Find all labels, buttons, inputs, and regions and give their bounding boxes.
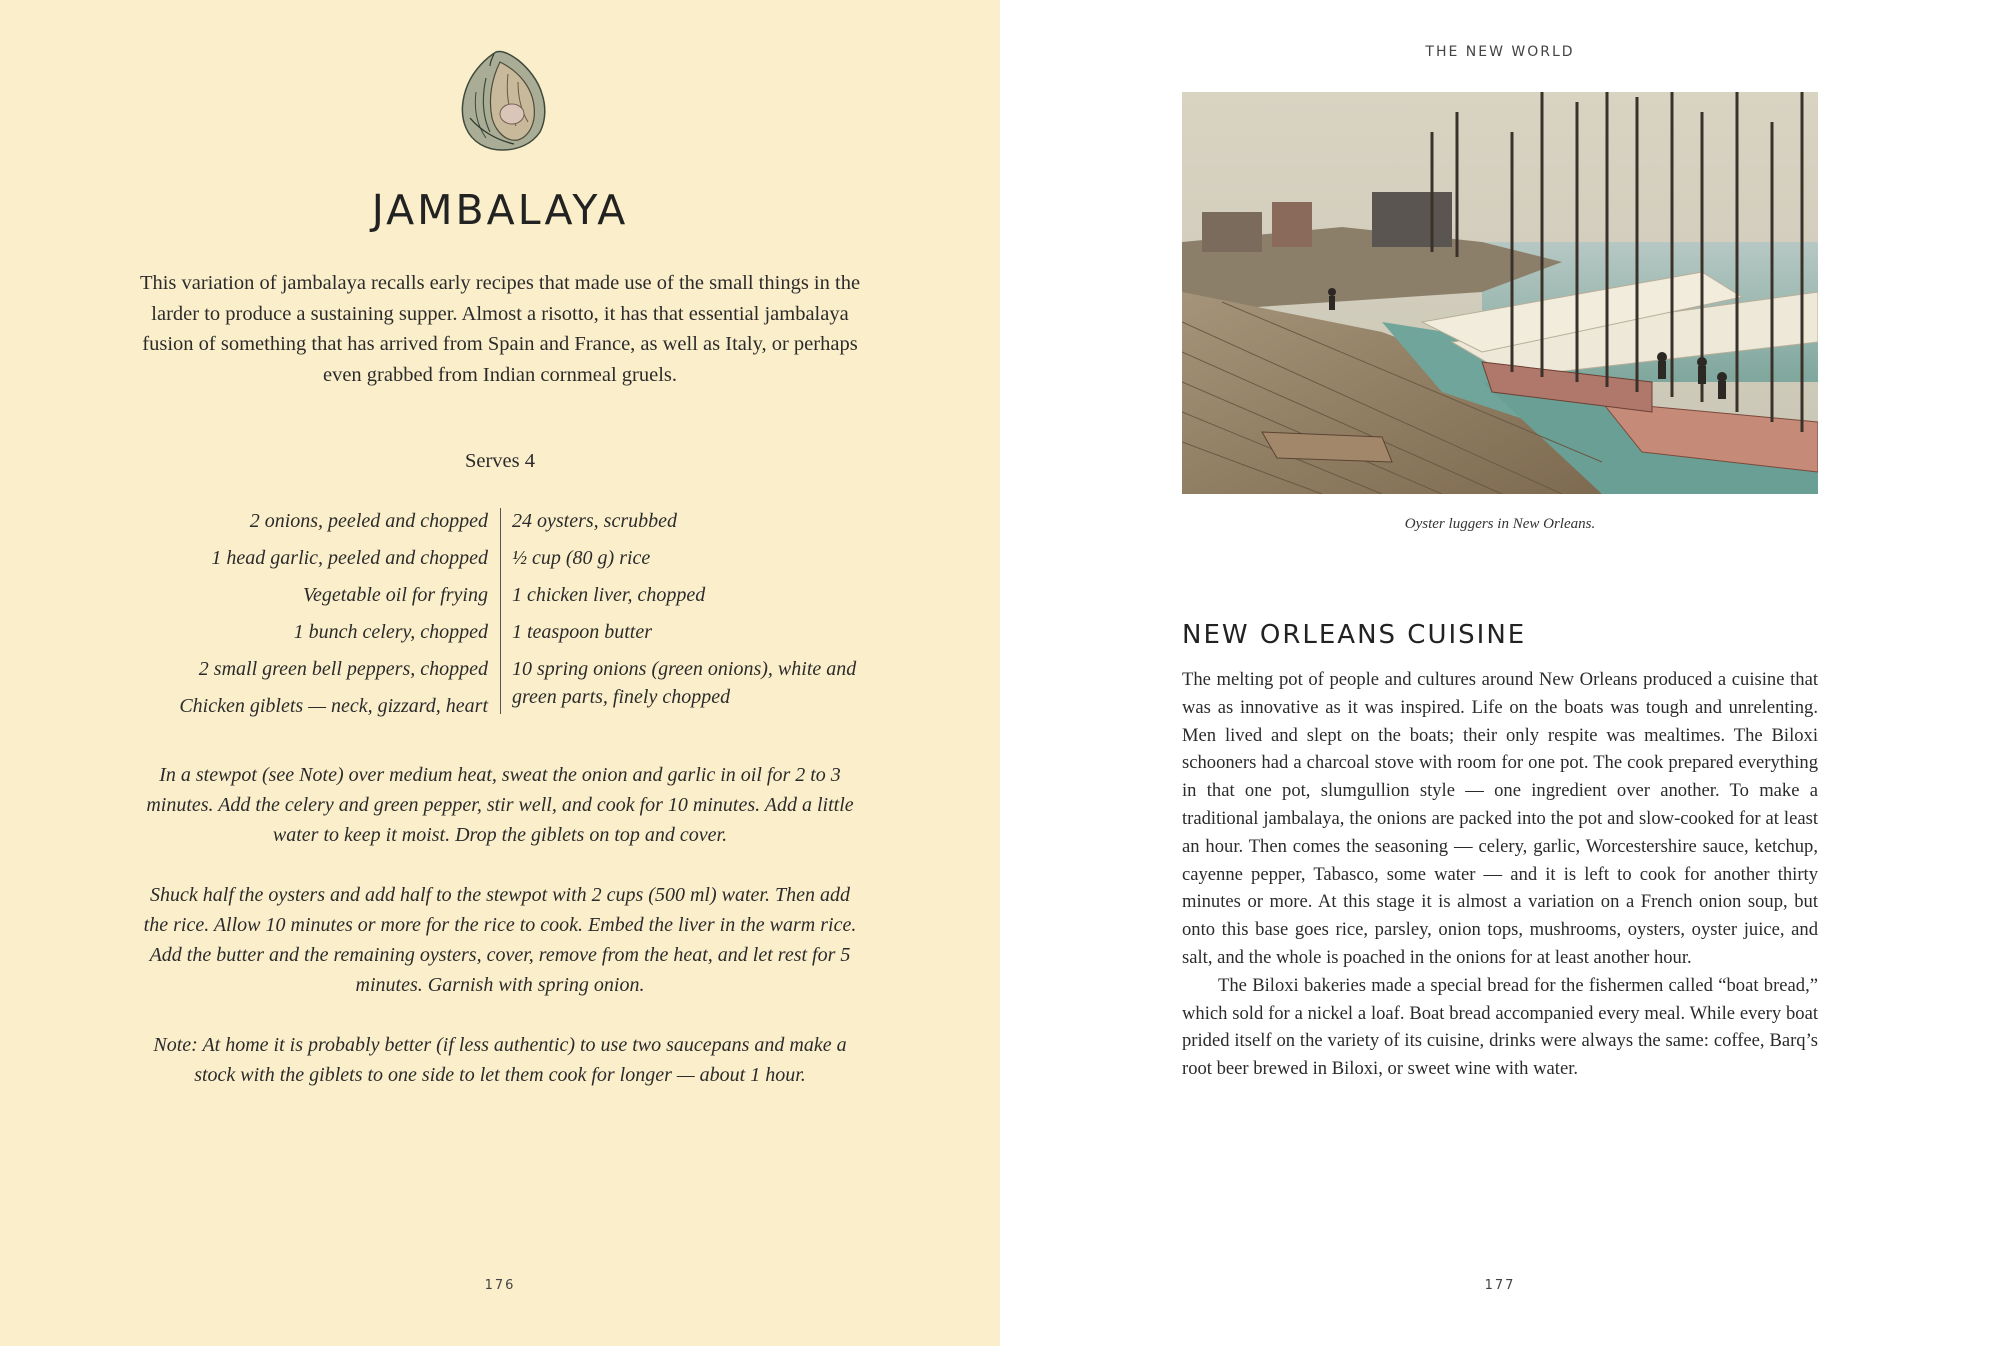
ingredient-item: 1 chicken liver, chopped <box>512 584 706 606</box>
essay-paragraph: The Biloxi bakeries made a special bread for the fishermen called “boat bread,” which sold for a nickel a loaf. Boat bread accompanied every meal. While every boat prided itself on the variety of its cuisine, drinks were always the same: coffee, Barq’s root beer brewed in Biloxi, or sweet wine with water. <box>1182 974 1818 1080</box>
ingredient-item: ½ cup (80 g) rice <box>512 547 651 569</box>
ingredient-item: 1 bunch celery, chopped <box>293 621 488 643</box>
method-step: In a stewpot (see Note) over medium heat, sweat the onion and garlic in oil for 2 to 3 minutes. Add the celery and green pepper, stir well, and cook for 10 minutes. Add a little water to keep it moist. Drop the giblets on top and cover. <box>146 764 854 846</box>
essay-paragraph: The melting pot of people and cultures around New Orleans produced a cuisine that was as innovative as it was inspired. Life on the boats was tough and unrelenting. Men lived and slept on the boats; their only respite was mealtimes. The Biloxi schooners had a charcoal stove with room for one pot. The cook prepared everything in that one pot, slumgullion style — one ingredient over another. To make a traditional jambalaya, the onions are packed into the pot and slow-cooked for at least an hour. Then comes the seasoning — celery, garlic, Worcestershire sauce, ketchup, cayenne pepper, Tabasco, some water — and it is left to cook for another thirty minutes or more. At this stage it is almost a variation on a French onion soup, but onto this base goes rice, parsley, onion tops, mushrooms, oysters, oyster juice, and salt, and the whole is poached in the onions for at least another hour. <box>1182 669 1818 968</box>
oyster-shell-icon <box>456 48 548 154</box>
ingredient-item: 2 onions, peeled and chopped <box>249 510 488 532</box>
running-head: THE NEW WORLD <box>1425 44 1575 60</box>
recipe-intro: This variation of jambalaya recalls early recipes that made use of the small things in the larder to produce a sustaining supper. Almost a risotto, it has that essential jambalaya fusion of something that has arrived from Spain and France, as well as Italy, or perhaps even grabbed from Indian cornmeal gruels. <box>139 272 861 386</box>
ingredient-item: 24 oysters, scrubbed <box>512 510 677 532</box>
ingredient-item: 1 head garlic, peeled and chopped <box>211 547 488 569</box>
harbor-image <box>1182 92 1818 494</box>
ingredient-item: 1 teaspoon butter <box>512 621 652 643</box>
ingredients-left-column <box>100 505 488 727</box>
serves-label: Serves 4 <box>464 450 536 472</box>
ingredient-item: Chicken giblets — neck, gizzard, heart <box>179 695 488 717</box>
ingredients-divider <box>500 508 501 714</box>
section-title: NEW ORLEANS CUISINE <box>1182 620 1527 650</box>
essay-body <box>1182 666 1818 1083</box>
recipe-method <box>140 760 860 1120</box>
ingredient-item: 10 spring onions (green onions), white and green parts, finely chopped <box>512 658 857 708</box>
photo-caption: Oyster luggers in New Orleans. <box>1404 516 1596 532</box>
ingredient-item: Vegetable oil for frying <box>303 584 488 606</box>
recipe-title: JAMBALAYA <box>371 186 629 234</box>
ingredients-right-column <box>512 505 872 711</box>
oyster-luggers-photo <box>1182 92 1818 494</box>
method-step: Shuck half the oysters and add half to the stewpot with 2 cups (500 ml) water. Then add the rice. Allow 10 minutes or more for the rice to cook. Embed the liver in the warm rice. Add the butter and the remaining oysters, cover, remove from the heat, and let rest for 5 minutes. Garnish with spring onion. <box>143 884 857 996</box>
ingredient-item: 2 small green bell peppers, chopped <box>198 658 488 680</box>
recipe-note: Note: At home it is probably better (if less authentic) to use two saucepans and make a stock with the giblets to one side to let them cook for longer — about 1 hour. <box>153 1034 847 1086</box>
page-number: 177 <box>1484 1278 1516 1293</box>
right-page <box>1000 0 2000 1346</box>
page-number: 176 <box>484 1278 516 1293</box>
